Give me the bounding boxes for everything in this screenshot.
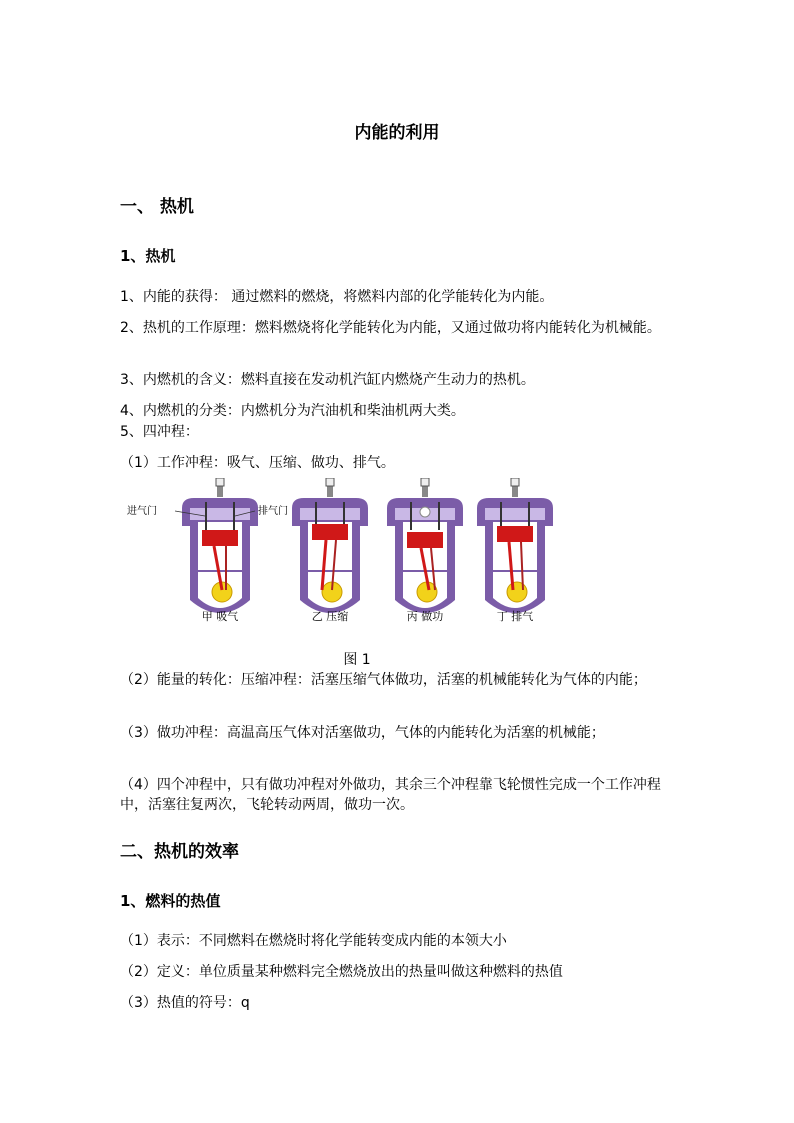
paragraph-working-strokes: （1）工作冲程：吸气、压缩、做功、排气。: [120, 455, 395, 471]
label-stroke-intake: 甲 吸气: [201, 610, 239, 623]
engine-exhaust: [477, 478, 553, 613]
paragraph-ice-definition: 3、内燃机的含义：燃料直接在发动机汽缸内燃烧产生动力的热机。: [120, 372, 535, 388]
section-heading-efficiency: 二、热机的效率: [120, 842, 239, 862]
figure-caption: 图 1: [343, 652, 371, 668]
paragraph-stroke-summary: （4）四个冲程中，只有做功冲程对外做功，其余三个冲程靠飞轮惯性完成一个工作冲程中，活塞往复两次，飞轮转动两周，做功一次。: [120, 777, 661, 813]
label-stroke-exhaust: 丁 排气: [496, 610, 534, 623]
page-title: 内能的利用: [354, 123, 440, 143]
paragraph-working-principle: 2、热机的工作原理：燃料燃烧将化学能转化为内能，又通过做功将内能转化为机械能。: [120, 320, 661, 336]
engine-compression: [292, 478, 368, 613]
paragraph-internal-energy-source: 1、内能的获得： 通过燃料的燃烧，将燃料内部的化学能转化为内能。: [120, 289, 554, 305]
engine-intake: [182, 478, 258, 613]
paragraph-four-stroke: 5、四冲程：: [120, 424, 199, 440]
paragraph-heat-value-definition: （2）定义：单位质量某种燃料完全燃烧放出的热量叫做这种燃料的热值: [120, 964, 563, 980]
paragraph-power-stroke: （3）做功冲程：高温高压气体对活塞做功，气体的内能转化为活塞的机械能；: [120, 725, 605, 741]
label-stroke-compression: 乙 压缩: [311, 610, 349, 623]
label-stroke-power: 丙 做功: [406, 610, 444, 623]
subsection-heading-heat-value: 1、燃料的热值: [120, 892, 221, 910]
engine-power: [387, 478, 463, 613]
four-stroke-engine-figure: [125, 478, 565, 638]
paragraph-heat-value-meaning: （1）表示：不同燃料在燃烧时将化学能转变成内能的本领大小: [120, 933, 507, 949]
paragraph-heat-value-symbol: （3）热值的符号：q: [120, 995, 250, 1011]
paragraph-energy-conversion: （2）能量的转化：压缩冲程：活塞压缩气体做功，活塞的机械能转化为气体的内能；: [120, 672, 647, 688]
paragraph-ice-classification: 4、内燃机的分类：内燃机分为汽油机和柴油机两大类。: [120, 403, 465, 419]
label-exhaust-valve: 排气门: [258, 506, 288, 517]
subsection-heading-heat-engine: 1、热机: [120, 247, 176, 265]
label-intake-valve: 进气门: [127, 506, 157, 517]
section-heading-heat-engine: 一、 热机: [120, 197, 194, 217]
